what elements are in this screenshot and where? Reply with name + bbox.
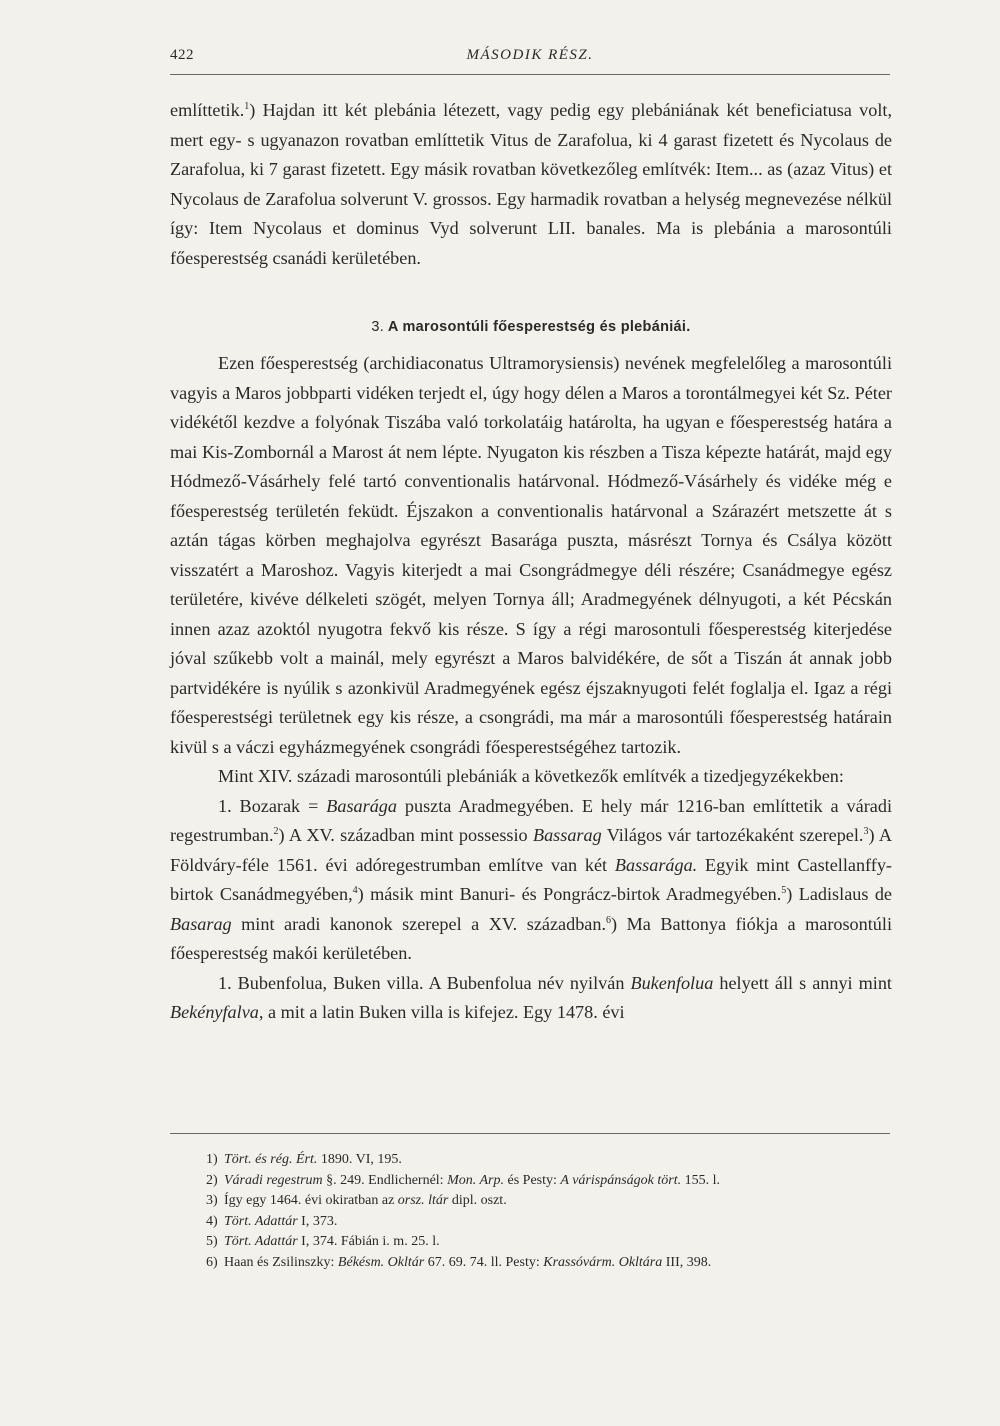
footnote-text-italic: Mon. Arp. xyxy=(447,1172,504,1188)
text-run: helyett áll s annyi mint xyxy=(713,972,892,993)
header-rule xyxy=(170,74,890,75)
running-title: MÁSODIK RÉSZ. xyxy=(466,47,594,63)
footnote-text: I, 374. Fábián i. m. 25. l. xyxy=(297,1234,440,1250)
footnote-3 xyxy=(206,1191,912,1212)
footnote-ref: 4 xyxy=(352,884,358,896)
text-run: ) A Földváry-féle 1561. évi adóregestrumban említve van két xyxy=(170,825,892,875)
section-number: 3. xyxy=(371,319,385,335)
entry-bozarak xyxy=(170,792,892,969)
text-run: Egyik mint Castellanffy-birtok Csanádmegyében, xyxy=(170,854,892,904)
footnote-6 xyxy=(206,1253,912,1274)
footnote-text: I, 373. xyxy=(297,1213,338,1229)
text-run: ) Hajdan itt két plebánia létezett, vagy pedig egy plebániának két beneficiatusa volt, mert egy- s ugyanazon rovatban említtetik Vitus de Zarafolua, ki 4 garast fizetett és Nycolaus de Zarafolua, ki 7 garast fizetett. Egy másik rovatban következőleg említvék: Item... as (azaz Vitus) et Nycolaus de Zarafolua solverunt V. grossos. Egy harmadik rovatban a helység megnevezése nélkül így: Item Nycolaus et dominus Vyd solverunt LII. banales. Ma is plebánia a marosontúli főesperestség csanádi kerületében. xyxy=(170,100,892,268)
text-run-italic: Bukenfolua xyxy=(630,972,714,993)
footnote-5 xyxy=(206,1232,912,1253)
footnote-text-italic: Tört. Adattár xyxy=(224,1234,298,1250)
page-number: 422 xyxy=(170,47,194,63)
footnote-rule xyxy=(170,1133,890,1134)
footnote-ref: 1 xyxy=(244,100,250,112)
text-run: puszta Aradmegyében. E hely már 1216-ban említtetik a váradi regestrumban. xyxy=(170,795,892,845)
footnote-ref: 2 xyxy=(273,825,279,837)
footnote-text-italic: Békésm. Okltár xyxy=(337,1254,425,1270)
running-header xyxy=(170,47,890,75)
section-heading xyxy=(170,319,892,335)
footnote-text: 1890. VI, 195. xyxy=(317,1152,402,1167)
text-run: ) Ma Battonya fiókja a marosontúli főesperestség makói kerületében. xyxy=(170,913,892,963)
text-run: a mit a latin Buken villa is kifejez. Egy 1478. évi xyxy=(263,1002,625,1022)
footnote-text-italic: A várispánságok tört. xyxy=(560,1172,682,1188)
footnote-1 xyxy=(206,1150,912,1171)
footnote-mark: 1) xyxy=(206,1152,218,1167)
footnote-mark: 4) xyxy=(206,1213,218,1229)
entry-bubenfolua xyxy=(170,969,892,1028)
footnote-text-italic: Krassóvárm. Okltára xyxy=(543,1254,663,1270)
text-run: 1. Bubenfolua, Buken villa. A Bubenfolua név nyilván xyxy=(218,972,631,993)
text-run: ) másik mint Banuri- és Pongrácz-birtok Aradmegyében. xyxy=(357,884,782,904)
footnote-text-italic: Tört. Adattár xyxy=(224,1213,298,1229)
intro-paragraph xyxy=(170,96,892,273)
text-run-italic: Bekényfalva, xyxy=(170,1002,264,1022)
footnote-mark: 2) xyxy=(206,1172,218,1188)
body-text xyxy=(170,96,892,1028)
footnotes xyxy=(206,1150,912,1274)
footnote-ref: 6 xyxy=(606,914,612,926)
section-title: A marosontúli főesperestség és plebániái. xyxy=(387,319,691,335)
main-paragraph: Ezen főesperestség (archidiaconatus Ultramorysiensis) nevének megfelelőleg a marosontúli vagyis a Maros jobbparti vidéken terjedt el, úgy hogy délen a Maros a torontálmegyei két Sz. Péter vidékétől kezdve a folyónak Tiszába való torkolatáig határolta, ha ugyan e főesperestség határa a mai Kis-Zombornál a Marost át nem lépte. Nyugaton kis részben a Tisza képezte határát, majd egy Hódmező-Vásárhely felé tartó conventionalis határvonal. Hódmező-Vásárhely és vidéke még e főesperestség területén feküdt. Éjszakon a conventionalis határvonal a Szárazért metszette át s aztán tágas körben meghajolva egyrészt Basarága puszta, másrészt Tornya és Csálya között visszatért a Maroshoz. Vagyis kiterjedt a mai Csongrádmegye déli részére; Csanádmegye egész területére, kivéve délkeleti szögét, melyen Tornya áll; Aradmegyének délnyugoti, a két Pécskán innen azaz azoktól nyugotra fekvő kis része. S így a régi marosontuli főesperestség kiterjedése jóval szűkebb volt a mainál, mely egyrészt a Maros balvidékére, de sőt a Tiszán át annak jobb partvidékére is nyúlik s azonkivül Aradmegyének egész éjszaknyugoti felét foglalja el. Igaz a régi főesperestségi területnek egy kis része, a csongrádi, ma már a marosontúli főesperestség határain kivül s a váczi egyházmegyének csongrádi főesperestségéhez tartozik. xyxy=(170,353,892,757)
text-run-italic: Basarag xyxy=(170,913,232,934)
footnote-text: §. 249. Endlichernél: xyxy=(322,1172,448,1188)
text-run: ) A XV. században mint possessio xyxy=(278,825,533,845)
footnote-text: III, 398. xyxy=(662,1254,712,1270)
text-run: 1. Bozarak = xyxy=(218,795,327,816)
footnote-mark: 6) xyxy=(206,1254,218,1270)
footnote-text: 155. l. xyxy=(681,1172,720,1188)
footnote-text: dipl. oszt. xyxy=(448,1193,507,1209)
footnote-text: Így egy 1464. évi okiratban az xyxy=(224,1193,398,1209)
footnote-mark: 5) xyxy=(206,1234,218,1250)
text-run: ) Ladislaus de xyxy=(786,884,892,904)
footnote-text-italic: Tört. és rég. Ért. xyxy=(224,1152,318,1167)
text-run-italic: Bassarag xyxy=(532,825,602,845)
footnote-text: és Pesty: xyxy=(504,1172,561,1188)
footnote-ref: 3 xyxy=(863,825,869,837)
footnote-text: 67. 69. 74. ll. Pesty: xyxy=(424,1254,544,1270)
footnote-text: Haan és Zsilinszky: xyxy=(224,1254,338,1270)
text-run: Világos vár tartozékaként szerepel. xyxy=(601,825,864,845)
text-run: mint aradi kanonok szerepel a XV. században. xyxy=(231,913,607,934)
text-run: említtetik. xyxy=(170,100,245,120)
text-run-italic: Bassarága. xyxy=(614,854,698,875)
text-run-italic: Basarága xyxy=(326,795,397,816)
footnote-ref: 5 xyxy=(781,884,787,896)
footnote-2 xyxy=(206,1171,912,1192)
footnote-4 xyxy=(206,1212,912,1233)
list-intro-paragraph: Mint XIV. századi marosontúli plebániák a következők említvék a tizedjegyzékekben: xyxy=(218,766,844,786)
footnote-text-italic: Váradi regestrum xyxy=(224,1172,323,1188)
footnote-text-italic: orsz. ltár xyxy=(397,1193,449,1209)
footnote-mark: 3) xyxy=(206,1193,218,1209)
